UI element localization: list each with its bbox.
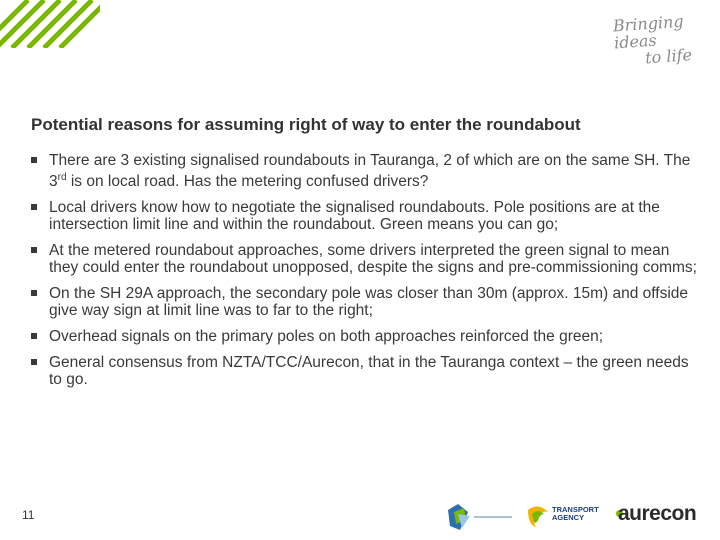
bullet-marker-icon — [31, 290, 37, 296]
nzta-line-2: AGENCY — [552, 513, 585, 522]
nzta-logo — [526, 502, 606, 532]
tauranga-city-logo — [444, 500, 516, 534]
list-item — [30, 199, 700, 233]
bullet-list — [30, 152, 700, 397]
slide-title: Potential reasons for assuming right of way to enter the roundabout — [31, 115, 581, 134]
list-item — [30, 242, 700, 276]
bullet-marker-icon — [31, 333, 37, 339]
bullet-text: Local drivers know how to negotiate the signalised roundabouts. Pole positions are at the intersection limit line and within the roundabout. Green means you can go; — [49, 199, 660, 234]
bullet-marker-icon — [31, 157, 37, 163]
bullet-text: On the SH 29A approach, the secondary pole was closer than 30m (approx. 15m) and offside give way sign at limit line was to far to the right; — [49, 285, 689, 320]
list-item — [30, 354, 700, 388]
bullet-marker-icon — [31, 204, 37, 210]
bullet-text-part: is on local road. Has the metering confused drivers? — [66, 173, 429, 191]
bullet-text-part: There are 3 existing signalised roundabouts in Tauranga, 2 of which are on the same SH. The 3 — [49, 152, 691, 191]
bullet-text: Overhead signals on the primary poles on both approaches reinforced the green; — [49, 328, 604, 346]
nzta-text — [552, 506, 599, 522]
bullet-text: At the metered roundabout approaches, some drivers interpreted the green signal to mean they could enter the roundabout unopposed, despite the signs and pre-commissioning comms; — [49, 242, 697, 277]
list-item — [30, 152, 700, 190]
superscript: rd — [57, 172, 67, 183]
decorative-stripes — [0, 0, 100, 48]
tagline-logo — [612, 11, 715, 69]
bullet-text: General consensus from NZTA/TCC/Aurecon, that in the Tauranga context – the green needs to go. — [49, 354, 689, 389]
list-item — [30, 285, 700, 319]
aurecon-logo: aurecon — [618, 502, 697, 525]
bullet-marker-icon — [31, 247, 37, 253]
nzta-line-1: TRANSPORT — [552, 505, 599, 514]
page-number: 11 — [22, 508, 35, 522]
footer-logos — [440, 498, 710, 538]
bullet-marker-icon — [31, 359, 37, 365]
list-item — [30, 328, 700, 345]
tagline-line-1: Bringing ideas — [612, 11, 685, 53]
tagline-line-2: to life — [644, 45, 693, 68]
